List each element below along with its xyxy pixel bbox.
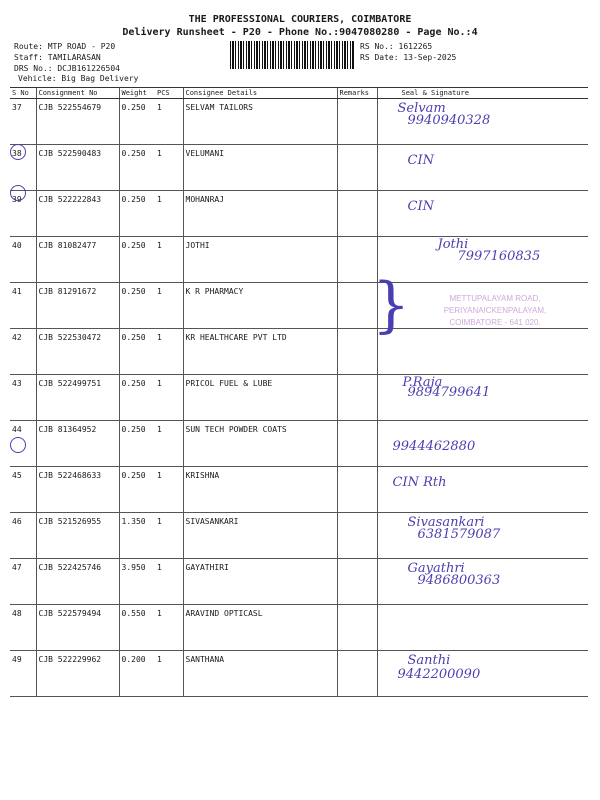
row-signature: [377, 605, 588, 651]
table-row: [10, 513, 588, 559]
row-consignment: CJB 522222843: [36, 191, 119, 237]
route-label: Route: MTP ROAD - P20: [14, 42, 116, 51]
row-signature: [377, 99, 588, 145]
document-subtitle: Delivery Runsheet - P20 - Phone No.:9047080280 - Page No.:4: [122, 27, 478, 38]
row-weight: 0.200: [119, 651, 155, 697]
row-consignment: CJB 81364952: [36, 421, 119, 467]
row-consignee: K R PHARMACY: [183, 283, 337, 329]
signature-phone: 7997160835: [457, 249, 541, 264]
row-consignee: SUN TECH POWDER COATS: [183, 421, 337, 467]
row-consignment: CJB 81082477: [36, 237, 119, 283]
row-weight: 0.250: [119, 191, 155, 237]
signature-name: CIN Rth: [392, 475, 447, 490]
signature-name: CIN: [407, 199, 434, 214]
stamp-line: METTUPALAYAM ROAD,: [449, 294, 541, 303]
row-pcs: 1: [155, 559, 183, 605]
table-row: [10, 605, 588, 651]
signature-phone: 9486800363: [417, 573, 501, 588]
table-row: [10, 99, 588, 145]
col-consignment: Consignment No: [36, 88, 119, 99]
col-consignee: Consignee Details: [183, 88, 337, 99]
row-weight: 0.250: [119, 283, 155, 329]
row-pcs: 1: [155, 513, 183, 559]
signature-name: Jothi: [437, 237, 469, 252]
row-sno: 37: [10, 99, 36, 145]
row-sno: 46: [10, 513, 36, 559]
circle-mark: [10, 144, 26, 160]
row-consignee: PRICOL FUEL & LUBE: [183, 375, 337, 421]
row-consignee: MOHANRAJ: [183, 191, 337, 237]
row-weight: 0.250: [119, 375, 155, 421]
row-weight: 0.250: [119, 145, 155, 191]
row-consignee: SANTHANA: [183, 651, 337, 697]
row-signature: [377, 375, 588, 421]
row-sno: 45: [10, 467, 36, 513]
signature-name: CIN: [407, 153, 434, 168]
row-remarks: [337, 467, 377, 513]
row-pcs: 1: [155, 237, 183, 283]
row-remarks: [337, 605, 377, 651]
signature-phone: 9442200090: [397, 667, 481, 682]
row-remarks: [337, 145, 377, 191]
row-pcs: 1: [155, 605, 183, 651]
stamp-line: COIMBATORE - 641 020.: [449, 318, 541, 327]
row-weight: 3.950: [119, 559, 155, 605]
row-pcs: 1: [155, 99, 183, 145]
row-remarks: [337, 283, 377, 329]
signature-phone: 6381579087: [417, 527, 501, 542]
row-remarks: [337, 329, 377, 375]
circle-mark: [10, 437, 26, 453]
row-sno: 44: [10, 421, 36, 467]
table-row: [10, 559, 588, 605]
col-pcs: PCS: [155, 88, 183, 99]
row-sno: 42: [10, 329, 36, 375]
row-signature: [377, 651, 588, 697]
row-pcs: 1: [155, 421, 183, 467]
row-consignment: CJB 522590483: [36, 145, 119, 191]
row-pcs: 1: [155, 191, 183, 237]
signature-phone: 9940940328: [407, 113, 491, 128]
row-pcs: 1: [155, 375, 183, 421]
row-consignee: GAYATHIRI: [183, 559, 337, 605]
row-consignment: CJB 81291672: [36, 283, 119, 329]
row-consignee: ARAVIND OPTICASL: [183, 605, 337, 651]
row-pcs: 1: [155, 467, 183, 513]
col-sno: S No: [10, 88, 36, 99]
row-remarks: [337, 99, 377, 145]
row-consignee: KRISHNA: [183, 467, 337, 513]
row-sno: 41: [10, 283, 36, 329]
row-signature: [377, 513, 588, 559]
row-weight: 0.550: [119, 605, 155, 651]
company-stamp: [405, 293, 585, 329]
table-row: [10, 421, 588, 467]
signature-name: Santhi: [407, 653, 451, 668]
circle-mark: [10, 185, 26, 201]
row-sno: 48: [10, 605, 36, 651]
vehicle-label: Vehicle: Big Bag Delivery: [18, 74, 139, 83]
row-signature: [377, 191, 588, 237]
table-row: [10, 467, 588, 513]
row-weight: 0.250: [119, 237, 155, 283]
row-consignee: SIVASANKARI: [183, 513, 337, 559]
row-weight: 0.250: [119, 329, 155, 375]
row-signature: [377, 421, 588, 467]
row-remarks: [337, 191, 377, 237]
row-consignment: CJB 522499751: [36, 375, 119, 421]
signature-name: Selvam: [397, 101, 446, 116]
table-row: [10, 329, 588, 375]
drs-label: DRS No.: DCJB161226504: [14, 64, 120, 73]
row-sno: 43: [10, 375, 36, 421]
row-remarks: [337, 375, 377, 421]
col-weight: Weight: [119, 88, 155, 99]
rs-number: RS No.: 1612265: [360, 42, 433, 51]
row-remarks: [337, 559, 377, 605]
signature-name: Sivasankari: [407, 515, 485, 530]
signature-name: Gayathri: [407, 561, 465, 576]
row-consignment: CJB 522530472: [36, 329, 119, 375]
table-row: [10, 651, 588, 697]
col-remarks: Remarks: [337, 88, 377, 99]
row-sno: 49: [10, 651, 36, 697]
row-consignment: CJB 522425746: [36, 559, 119, 605]
row-signature: [377, 145, 588, 191]
row-sno: 39: [10, 191, 36, 237]
runsheet-table: [10, 87, 588, 697]
col-signature: Seal & Signature: [377, 88, 588, 99]
table-row: [10, 375, 588, 421]
table-row: [10, 237, 588, 283]
row-weight: 0.250: [119, 467, 155, 513]
table-row: [10, 191, 588, 237]
row-sno: 47: [10, 559, 36, 605]
row-weight: 1.350: [119, 513, 155, 559]
row-signature: [377, 559, 588, 605]
row-sno: 40: [10, 237, 36, 283]
row-consignment: CJB 522229962: [36, 651, 119, 697]
row-remarks: [337, 421, 377, 467]
table-header-row: [10, 88, 588, 99]
document-title: THE PROFESSIONAL COURIERS, COIMBATORE: [188, 14, 412, 25]
row-pcs: 1: [155, 283, 183, 329]
row-consignee: JOTHI: [183, 237, 337, 283]
rs-date: RS Date: 13-Sep-2025: [360, 53, 457, 62]
row-consignment: CJB 521526955: [36, 513, 119, 559]
row-weight: 0.250: [119, 421, 155, 467]
row-pcs: 1: [155, 651, 183, 697]
signature-name: P.Raja: [402, 375, 443, 390]
stamp-line: PERIYANAICKENPALAYAM,: [443, 306, 547, 315]
row-remarks: [337, 237, 377, 283]
row-remarks: [337, 651, 377, 697]
row-consignment: CJB 522468633: [36, 467, 119, 513]
row-consignee: VELUMANI: [183, 145, 337, 191]
row-pcs: 1: [155, 329, 183, 375]
signature-phone: 9894799641: [407, 385, 491, 400]
table-row: [10, 145, 588, 191]
row-consignee: SELVAM TAILORS: [183, 99, 337, 145]
signature-phone: 9944462880: [392, 439, 476, 454]
staff-label: Staff: TAMILARASAN: [14, 53, 101, 62]
barcode: [230, 41, 355, 69]
row-weight: 0.250: [119, 99, 155, 145]
brace-mark: }: [372, 270, 411, 340]
row-consignee: KR HEALTHCARE PVT LTD: [183, 329, 337, 375]
row-consignment: CJB 522579494: [36, 605, 119, 651]
row-remarks: [337, 513, 377, 559]
row-pcs: 1: [155, 145, 183, 191]
row-consignment: CJB 522554679: [36, 99, 119, 145]
row-signature: [377, 467, 588, 513]
row-sno: 38: [10, 145, 36, 191]
